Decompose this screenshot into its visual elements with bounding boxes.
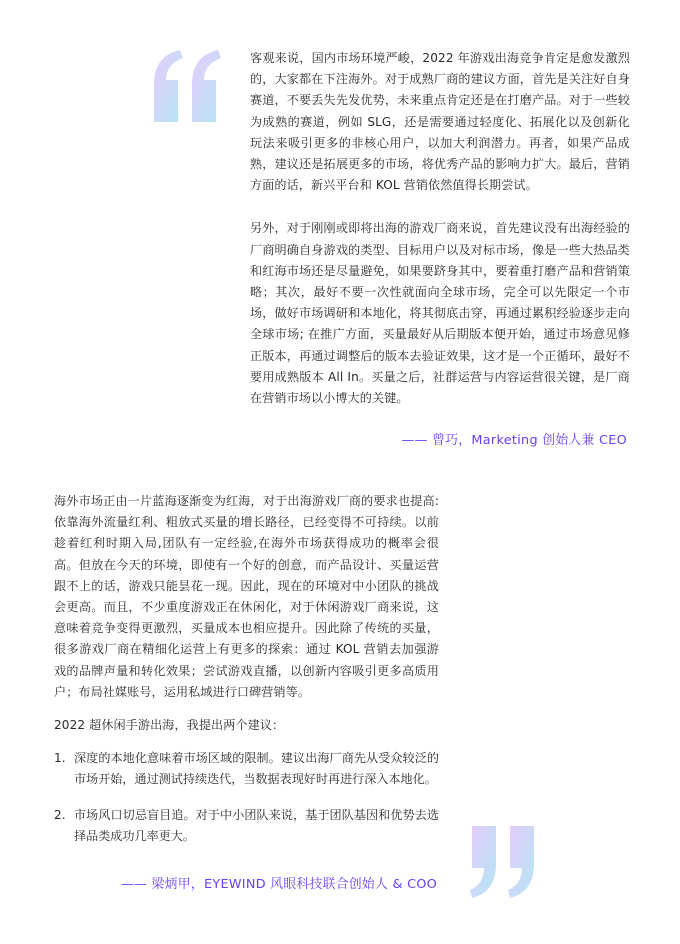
close-quote-icon [470,826,540,898]
quote-2-paragraph-1: 海外市场正由一片蓝海逐渐变为红海，对于出海游戏厂商的要求也提高: 依靠海外流量红利、粗放式买量的增长路径，已经变得不可持续。以前趁着红利时期入局,团队有一定经验,在海外市场获得成功的概率会很高。但放在今天的环境，即使有一个好的创意，而产品设计、买量运营跟不上的话，游戏只能昙花一现。因此，现在的环境对中小团队的挑战会更高。而且，不少重度游戏正在休闲化，对于休闲游戏厂商来说，这意味着竞争变得更激烈，买量成本也相应提升。因此除了传统的买量，很多游戏厂商在精细化运营上有更多的探索：通过 KOL 营销去加强游戏的品牌声量和转化效果；尝试游戏直播，以创新内容吸引更多高质用户；布局社媒账号，运用私域进行口碑营销等。 [54,494,439,699]
quote-1-signature: —— 曾巧，Marketing 创始人兼 CEO [401,433,627,448]
quote-block-1 [250,48,630,409]
suggestion-list [54,748,439,847]
list-item-number: 2. [54,807,66,822]
quote-1-paragraph-1: 客观来说，国内市场环境严峻，2022 年游戏出海竞争肯定是愈发激烈的，大家都在下注海外。对于成熟厂商的建议方面，首先是关注好自身赛道，不要丢失先发优势，未来重点肯定还是在打磨产品。对于一些较为成熟的赛道，例如 SLG，还是需要通过轻度化、拓展化以及创新化玩法来吸引更多的非核心用户，以加大利润潜力。再者，如果产品成熟，建议还是拓展更多的市场，将优秀产品的影响力扩大。最后，营销方面的话，新兴平台和 KOL 营销依然值得长期尝试。 [250,51,630,193]
quote-2-signature: —— 梁炳甲，EYEWIND 风眼科技联合创始人 & COO [121,877,438,892]
quote-2-paragraph-2: 2022 超休闲手游出海，我提出两个建议： [54,718,285,733]
quote-1-paragraph-2: 另外，对于刚刚或即将出海的游戏厂商来说，首先建议没有出海经验的厂商明确自身游戏的类型、目标用户以及对标市场，像是一些大热品类和红海市场还是尽量避免，如果要跻身其中，要着重打磨产品和营销策略；其次，最好不要一次性就面向全球市场，完全可以先限定一个市场，做好市场调研和本地化，将其彻底击穿，再通过累积经验逐步走向全球市场; 在推广方面，买量最好从后期版本便开始，通过市场意见修正版本，再通过调整后的版本去验证效果，这才是一个正循环，最好不要用成熟版本 All In。买量之后，社群运营与内容运营很关键，是厂商在营销市场以小博大的关键。 [250,221,630,406]
quote-block-2 [54,491,439,847]
list-item [54,748,439,790]
list-item-number: 1. [54,751,66,766]
open-quote-icon [150,50,222,122]
list-item-text: 市场风口切忌盲目追。对于中小团队来说，基于团队基因和优势去选择品类成功几率更大。 [74,807,439,843]
list-item-text: 深度的本地化意味着市场区域的限制。建议出海厂商先从受众较泛的市场开始，通过测试持续迭代，当数据表现好时再进行深入本地化。 [74,751,439,787]
list-item [54,805,439,847]
